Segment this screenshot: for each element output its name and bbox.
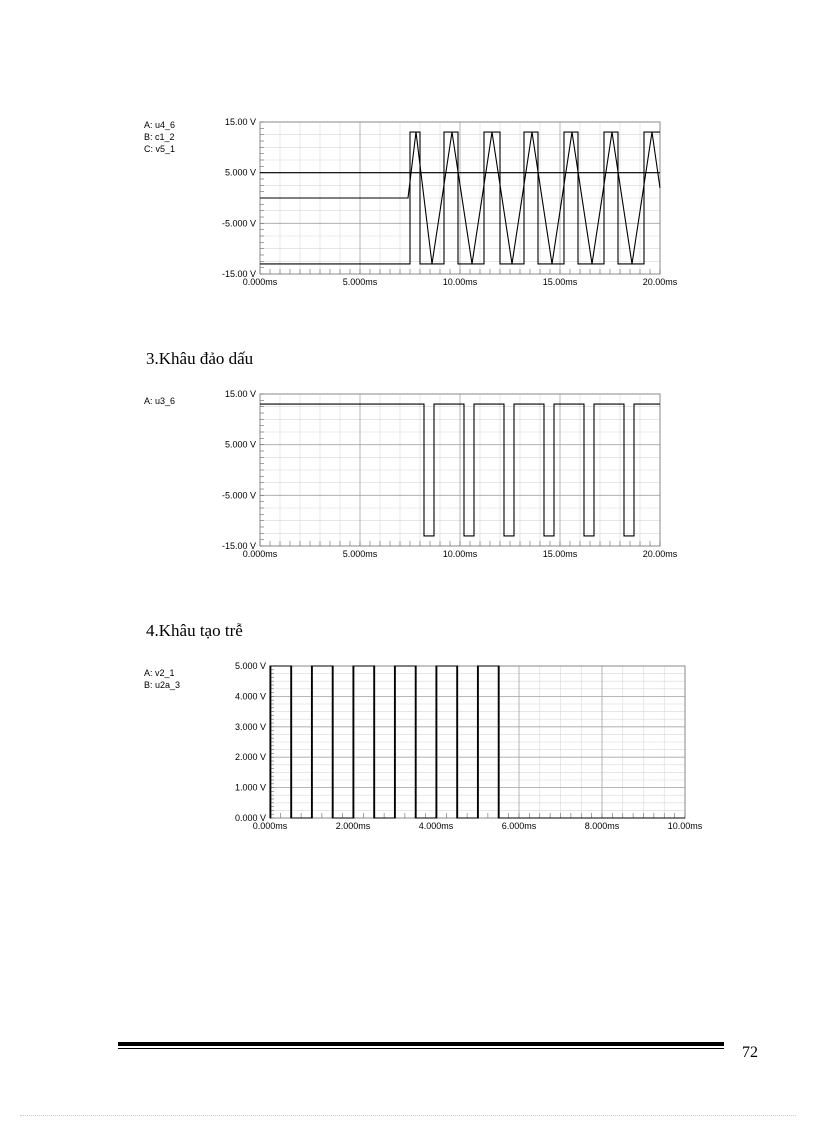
- heading-section-3: 3.Khâu đảo dấu: [146, 349, 254, 368]
- page-bottom-dotted-line: [20, 1115, 796, 1116]
- x-tick-label: 2.000ms: [335, 821, 371, 831]
- y-tick-label: 15.00 V: [224, 117, 256, 127]
- y-tick-label: -5.000 V: [221, 490, 256, 501]
- x-tick-label: 6.000ms: [501, 821, 537, 831]
- x-tick-label: 10.00ms: [442, 549, 478, 559]
- x-tick-label: 5.000ms: [342, 549, 378, 559]
- y-tick-label: 5.000 V: [234, 661, 266, 671]
- y-tick-label: 15.00 V: [224, 389, 256, 399]
- heading-section-4: 4.Khâu tạo trễ: [146, 621, 243, 640]
- y-tick-label: 1.000 V: [234, 782, 266, 793]
- x-tick-label: 0.000ms: [242, 549, 278, 559]
- legend-entry: B: u2a_3: [144, 680, 181, 690]
- x-tick-label: 15.00ms: [542, 549, 578, 559]
- x-tick-label: 10.00ms: [442, 277, 478, 287]
- x-tick-label: 20.00ms: [642, 549, 678, 559]
- legend-entry: A: u4_6: [144, 120, 176, 130]
- y-tick-label: 0.000 V: [234, 813, 266, 823]
- footer-rule-thick: [118, 1042, 724, 1046]
- chart-2: [140, 384, 700, 574]
- legend-entry: B: c1_2: [144, 132, 175, 142]
- x-tick-label: 15.00ms: [542, 277, 578, 287]
- legend-entry: A: v2_1: [144, 668, 175, 678]
- page-number: 72: [742, 1044, 758, 1061]
- y-tick-label: 5.000 V: [224, 439, 256, 450]
- x-tick-label: 8.000ms: [584, 821, 620, 831]
- x-tick-label: 5.000ms: [342, 277, 378, 287]
- y-tick-label: 3.000 V: [234, 721, 266, 732]
- y-tick-label: -5.000 V: [221, 218, 256, 229]
- y-tick-label: 4.000 V: [234, 691, 266, 702]
- x-tick-label: 0.000ms: [242, 277, 278, 287]
- x-tick-label: 20.00ms: [642, 277, 678, 287]
- y-tick-label: 5.000 V: [224, 167, 256, 178]
- chart-3: [140, 656, 720, 846]
- footer-rule-thin: [118, 1048, 724, 1049]
- y-tick-label: 2.000 V: [234, 752, 266, 763]
- legend-entry: C: v5_1: [144, 144, 176, 154]
- x-tick-label: 4.000ms: [418, 821, 454, 831]
- y-tick-label: -15.00 V: [221, 269, 256, 279]
- x-tick-label: 0.000ms: [252, 821, 288, 831]
- y-tick-label: -15.00 V: [221, 541, 256, 551]
- chart-1: [140, 112, 700, 302]
- legend-entry: A: u3_6: [144, 396, 176, 406]
- x-tick-label: 10.00ms: [667, 821, 703, 831]
